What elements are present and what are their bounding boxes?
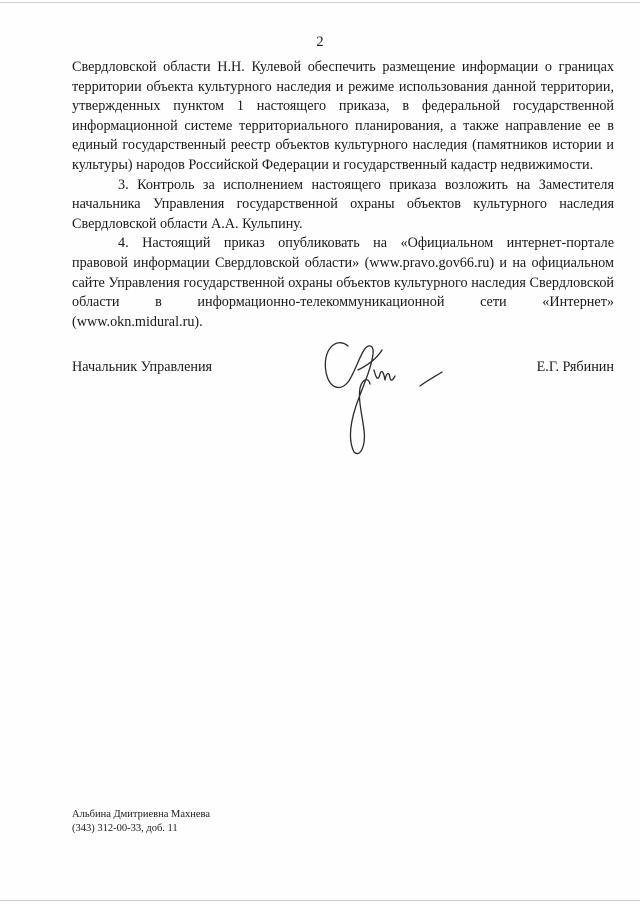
executor-name: Альбина Дмитриевна Махнева: [72, 809, 211, 820]
paragraph-3: 3. Контроль за исполнением настоящего приказа возложить на Заместителя начальника Управления государственной охраны объектов культурного наследия Свердловской области А.А. Кульпину.: [72, 176, 614, 232]
document-body: [72, 58, 614, 332]
handwritten-signature: [318, 330, 448, 458]
bottom-scan-edge: [0, 900, 640, 901]
paragraph-4: 4. Настоящий приказ опубликовать на «Официальном интернет-портале правовой информации Свердловской области» (www.pravo.gov66.ru) и на официальном сайте Управления государственной охраны объектов культурного наследия Свердловской области в информационно-телекоммуникационной сети «Интернет» (www.okn.midural.ru).: [72, 235, 614, 330]
signer-title: Начальник Управления: [72, 359, 213, 375]
signer-name: Е.Г. Рябинин: [536, 359, 614, 375]
top-scan-edge: [0, 2, 640, 3]
executor-phone: (343) 312-00-33, доб. 11: [72, 822, 178, 834]
executor-info: [72, 808, 210, 835]
page-number: 2: [316, 34, 324, 50]
paragraph-continuation: Свердловской области Н.Н. Кулевой обеспечить размещение информации о границах территории объекта культурного наследия и режиме использования данной территории, утвержденных пунктом 1 настоящего приказа, в федеральной государственной информационной системе территориального планирования, а также направление ее в единый государственный реестр объектов культурного наследия (памятников истории и культуры) народов Российской Федерации и государственный кадастр недвижимости.: [72, 59, 614, 173]
